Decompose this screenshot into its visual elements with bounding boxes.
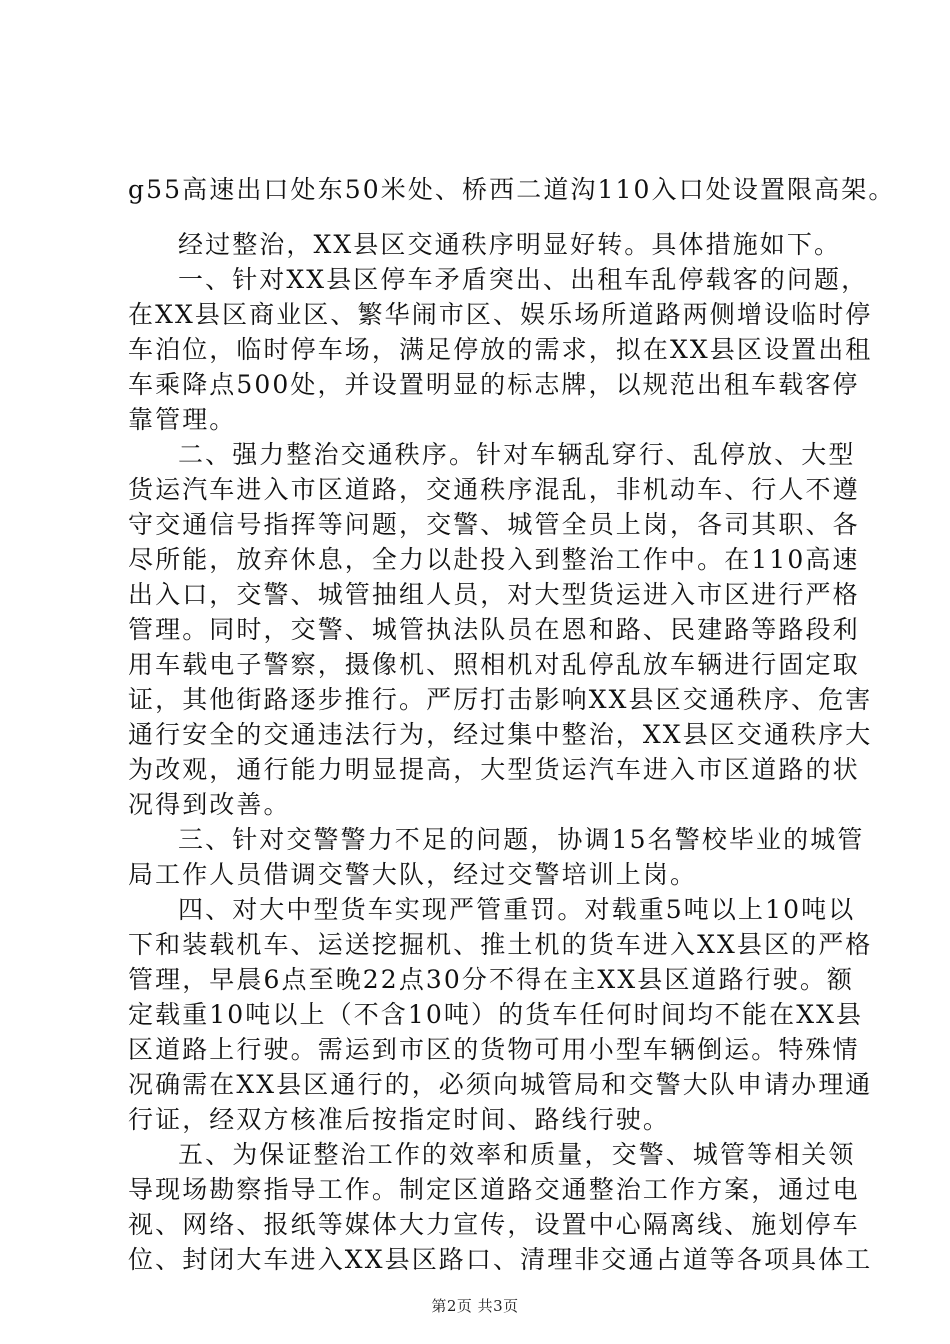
- body-text-line: 在XX县区商业区、繁华闹市区、娱乐场所道路两侧增设临时停: [128, 300, 873, 329]
- body-text-line: 通行安全的交通违法行为，经过集中整治，XX县区交通秩序大: [128, 720, 873, 749]
- paragraph-2-heading: 二、强力整治交通秩序。针对车辆乱穿行、乱停放、大型: [178, 440, 856, 469]
- paragraph-3-heading: 三、针对交警警力不足的问题，协调15名警校毕业的城管: [178, 825, 865, 854]
- body-text-line: 用车载电子警察，摄像机、照相机对乱停乱放车辆进行固定取: [128, 650, 860, 679]
- paragraph-1-heading: 一、针对XX县区停车矛盾突出、出租车乱停载客的问题，: [178, 265, 869, 294]
- body-text-line: 行证，经双方核准后按指定时间、路线行驶。: [128, 1105, 671, 1134]
- body-text-line: 经过整治，XX县区交通秩序明显好转。具体措施如下。: [178, 230, 842, 259]
- body-text-line: 车泊位，临时停车场，满足停放的需求，拟在XX县区设置出租: [128, 335, 873, 364]
- body-text-line: 尽所能，放弃休息，全力以赴投入到整治工作中。在110高速: [128, 545, 860, 574]
- body-text-line: 位、封闭大车进入XX县区路口、清理非交通占道等各项具体工: [128, 1245, 873, 1274]
- body-text-line: 管理。同时，交警、城管执法队员在恩和路、民建路等路段利: [128, 615, 860, 644]
- body-text-line: 导现场勘察指导工作。制定区道路交通整治工作方案，通过电: [128, 1175, 860, 1204]
- paragraph-5-heading: 五、为保证整治工作的效率和质量，交警、城管等相关领: [178, 1140, 856, 1169]
- body-text-line: 区道路上行驶。需运到市区的货物可用小型车辆倒运。特殊情: [128, 1035, 860, 1064]
- body-text-line: 定载重10吨以上（不含10吨）的货车任何时间均不能在XX县: [128, 1000, 864, 1029]
- body-text-line: 视、网络、报纸等媒体大力宣传，设置中心隔离线、施划停车: [128, 1210, 860, 1239]
- page-footer: 第2页 共3页: [431, 1297, 519, 1315]
- body-text-line: 车乘降点500处，并设置明显的标志牌，以规范出租车载客停: [128, 370, 860, 399]
- body-text-line: 守交通信号指挥等问题，交警、城管全员上岗，各司其职、各: [128, 510, 860, 539]
- paragraph-4-heading: 四、对大中型货车实现严管重罚。对载重5吨以上10吨以: [178, 895, 856, 924]
- body-text-line: 况得到改善。: [128, 790, 291, 819]
- body-text-line: 靠管理。: [128, 405, 237, 434]
- body-text-line: 出入口，交警、城管抽组人员，对大型货运进入市区进行严格: [128, 580, 860, 609]
- body-text-line: 况确需在XX县区通行的，必须向城管局和交警大队申请办理通: [128, 1070, 873, 1099]
- body-text-line: g55高速出口处东50米处、桥西二道沟110入口处设置限高架。: [128, 175, 896, 204]
- body-text-line: 下和装载机车、运送挖掘机、推土机的货车进入XX县区的严格: [128, 930, 873, 959]
- body-text-line: 局工作人员借调交警大队，经过交警培训上岗。: [128, 860, 698, 889]
- body-text-line: 为改观，通行能力明显提高，大型货运汽车进入市区道路的状: [128, 755, 860, 784]
- body-text-line: 管理，早晨6点至晚22点30分不得在主XX县区道路行驶。额: [128, 965, 855, 994]
- body-text-line: 货运汽车进入市区道路，交通秩序混乱，非机动车、行人不遵: [128, 475, 860, 504]
- body-text-line: 证，其他街路逐步推行。严厉打击影响XX县区交通秩序、危害: [128, 685, 873, 714]
